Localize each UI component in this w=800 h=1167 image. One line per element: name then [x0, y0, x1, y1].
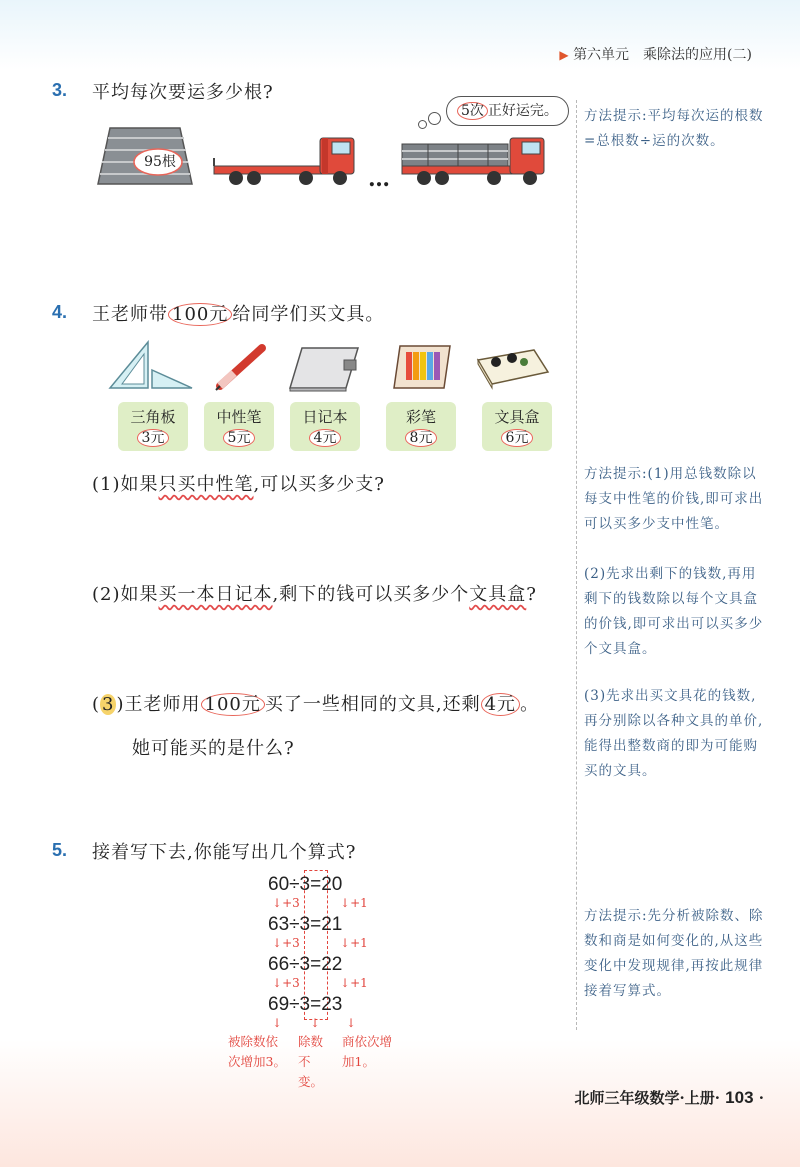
note-divisor: 除数不变。 — [298, 1034, 324, 1089]
loaded-truck-illustration — [398, 132, 548, 188]
q4-intro-before: 王老师带 — [92, 304, 168, 325]
item-card-triangle-ruler — [118, 402, 188, 451]
note-dividend: 被除数依次增加3。 — [228, 1034, 286, 1069]
step-left-2: ↓+3 — [272, 936, 300, 950]
equation-2: 63÷3=21 — [268, 914, 343, 935]
sub3-text-b: 买了一些相同的文具,还剩 — [264, 694, 481, 715]
bubble-circled-count: 5次 — [457, 102, 488, 120]
ellipsis: … — [368, 166, 390, 192]
page-number: 103 — [725, 1088, 754, 1107]
item-price: 5元 — [223, 429, 256, 447]
sub1-prefix: (1)如果 — [92, 474, 159, 495]
q5-question: 接着写下去,你能写出几个算式? — [92, 842, 357, 863]
step-right-1: ↓+1 — [340, 896, 368, 910]
gel-pen-icon — [212, 342, 268, 392]
item-price: 4元 — [309, 429, 342, 447]
item-name: 日记本 — [290, 402, 360, 427]
color-pens-icon — [392, 344, 452, 392]
item-name: 彩笔 — [386, 402, 456, 427]
sub3-budget: 100元 — [201, 693, 265, 716]
q4-intro-after: 给同学们买文具。 — [232, 304, 385, 325]
equation-4: 69÷3=23 — [268, 994, 343, 1015]
item-card-pencil-case — [482, 402, 552, 451]
footer-dot: · — [758, 1089, 764, 1107]
step-left-3: ↓+3 — [272, 976, 300, 990]
sub3-remaining: 4元 — [481, 693, 520, 716]
q3-question: 平均每次要运多少根? — [92, 82, 274, 103]
triangle-ruler-icon — [108, 340, 194, 392]
sub1-suffix: ,可以买多少支? — [253, 474, 385, 495]
sub2-emphasis: 买一本日记本 — [158, 584, 273, 605]
q4-subquestion-3-line2: 她可能买的是什么? — [132, 738, 295, 759]
bubble-dot-large — [428, 112, 441, 125]
note-arrow-left: ↓ — [272, 1016, 283, 1030]
q4-tip-2: (2)先求出剩下的钱数,再用剩下的钱数除以每个文具盒的价钱,即可求出可以买多少个文具盒。 — [584, 566, 764, 657]
sub2-mid: ,剩下的钱可以买多少个 — [272, 584, 470, 605]
header-arrow-icon: ▶ — [559, 48, 569, 62]
q4-subquestion-3 — [92, 690, 539, 716]
margin-divider — [576, 100, 577, 1030]
sub3-period: 。 — [520, 694, 540, 715]
item-card-gel-pen — [204, 402, 274, 451]
sub2-emphasis-2: 文具盒 — [469, 584, 527, 605]
q4-tip-3: (3)先求出买文具花的钱数,再分别除以各种文具的单价,能得出整数商的即为可能购买的文具。 — [584, 688, 764, 779]
sub2-suffix: ? — [526, 584, 537, 605]
equation-3: 66÷3=22 — [268, 954, 343, 975]
note-quotient: 商依次增加1。 — [342, 1034, 393, 1069]
page-footer — [574, 1087, 764, 1108]
item-card-diary — [290, 402, 360, 451]
header-text: 第六单元 乘除法的应用(二) — [573, 47, 752, 63]
sub3-text-a: )王老师用 — [116, 694, 201, 715]
item-name: 中性笔 — [204, 402, 274, 427]
item-name: 三角板 — [118, 402, 188, 427]
sub1-emphasis: 只买中性笔 — [158, 474, 254, 495]
item-name: 文具盒 — [482, 402, 552, 427]
q4-intro-budget: 100元 — [168, 303, 232, 326]
item-price: 6元 — [501, 429, 534, 447]
note-arrow-middle: ↓ — [310, 1016, 321, 1030]
q4-intro — [92, 300, 384, 326]
bubble-dot-small — [418, 120, 427, 129]
q5-method-tip: 方法提示:先分析被除数、除数和商是如何变化的,从这些变化中发现规律,再按此规律接着写算式。 — [584, 908, 764, 999]
step-right-3: ↓+1 — [340, 976, 368, 990]
thought-bubble — [446, 96, 569, 126]
item-card-color-pens — [386, 402, 456, 451]
bubble-text: 正好运完。 — [487, 103, 558, 119]
pile-label: 95根 — [144, 154, 176, 170]
footer-book-title: 北师三年级数学·上册· — [574, 1089, 720, 1107]
q3-number: 3. — [52, 80, 68, 100]
note-arrow-right: ↓ — [346, 1016, 357, 1030]
equation-1: 60÷3=20 — [268, 874, 343, 895]
step-right-2: ↓+1 — [340, 936, 368, 950]
q4-subquestion-1 — [92, 470, 385, 496]
step-left-1: ↓+3 — [272, 896, 300, 910]
q3-method-tip: 方法提示:平均每次运的根数=总根数÷运的次数。 — [584, 108, 764, 149]
pencil-case-icon — [474, 348, 550, 390]
sub2-prefix: (2)如果 — [92, 584, 159, 605]
empty-truck-illustration — [210, 132, 358, 188]
sub3-number-highlight: 3 — [102, 694, 115, 715]
q5-number: 5. — [52, 840, 68, 860]
q4-subquestion-2 — [92, 580, 537, 606]
item-price: 3元 — [137, 429, 170, 447]
item-price: 8元 — [405, 429, 438, 447]
diary-notebook-icon — [288, 344, 360, 392]
sub3-paren-open: ( — [92, 694, 101, 715]
q4-tip-1: 方法提示:(1)用总钱数除以每支中性笔的价钱,即可求出可以买多少支中性笔。 — [584, 466, 764, 532]
q4-number: 4. — [52, 302, 68, 322]
unit-header — [559, 44, 752, 64]
